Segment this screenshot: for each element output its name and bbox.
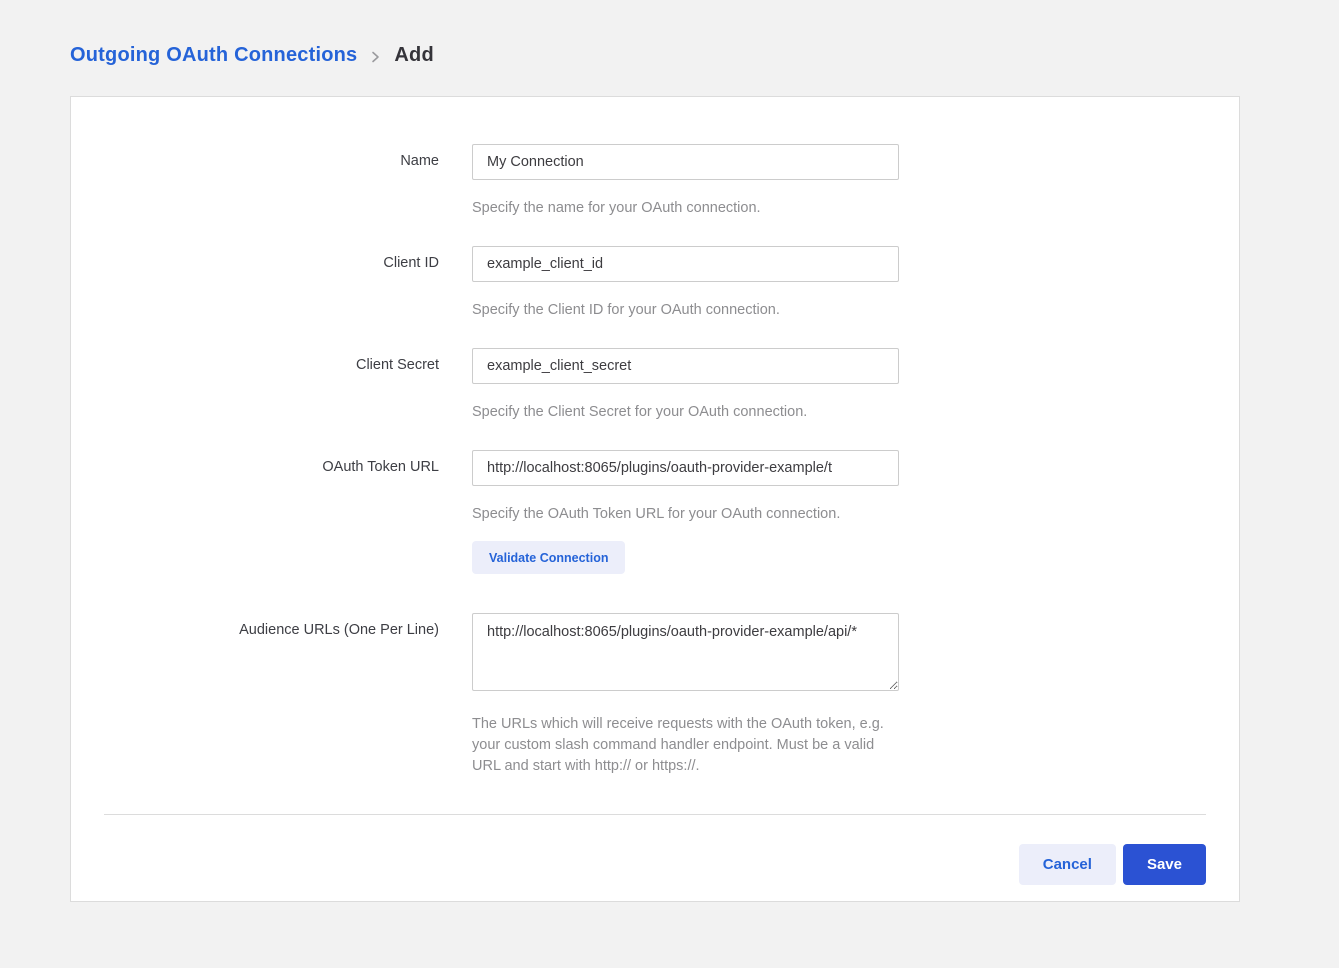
audience-urls-help-text: The URLs which will receive requests with the OAuth token, e.g. your custom slash command handler endpoint. Must be a valid URL and start with http:// or https://. xyxy=(472,716,884,774)
client-secret-field-row xyxy=(104,348,1206,423)
validate-connection-button[interactable]: Validate Connection xyxy=(472,541,625,574)
client-secret-help-text: Specify the Client Secret for your OAuth connection. xyxy=(472,404,808,420)
oauth-token-url-field-label: OAuth Token URL xyxy=(322,459,439,475)
oauth-connection-form-panel xyxy=(70,96,1240,902)
name-help-text: Specify the name for your OAuth connection. xyxy=(472,200,761,216)
name-field-row xyxy=(104,144,1206,219)
breadcrumb xyxy=(70,0,1339,68)
form-footer xyxy=(104,815,1206,885)
audience-urls-field-row xyxy=(104,613,1206,777)
client-secret-field-label: Client Secret xyxy=(355,357,439,373)
oauth-token-url-field-row xyxy=(104,450,1206,574)
audience-urls-textarea[interactable] xyxy=(472,613,899,691)
oauth-token-url-input[interactable] xyxy=(472,450,899,486)
breadcrumb-link-outgoing-oauth-connections[interactable]: Outgoing OAuth Connections xyxy=(70,44,358,66)
save-button[interactable]: Save xyxy=(1123,844,1206,885)
chevron-right-icon xyxy=(370,49,381,65)
client-id-input[interactable] xyxy=(472,246,899,282)
client-id-field-label: Client ID xyxy=(383,255,439,271)
client-id-help-text: Specify the Client ID for your OAuth connection. xyxy=(472,302,780,318)
audience-urls-field-label: Audience URLs (One Per Line) xyxy=(239,622,439,638)
name-field-label: Name xyxy=(400,153,439,169)
client-id-field-row xyxy=(104,246,1206,321)
breadcrumb-current-add: Add xyxy=(394,44,434,66)
name-input[interactable] xyxy=(472,144,899,180)
oauth-token-url-help-text: Specify the OAuth Token URL for your OAuth connection. xyxy=(472,506,841,522)
client-secret-input[interactable] xyxy=(472,348,899,384)
cancel-button[interactable]: Cancel xyxy=(1019,844,1116,885)
